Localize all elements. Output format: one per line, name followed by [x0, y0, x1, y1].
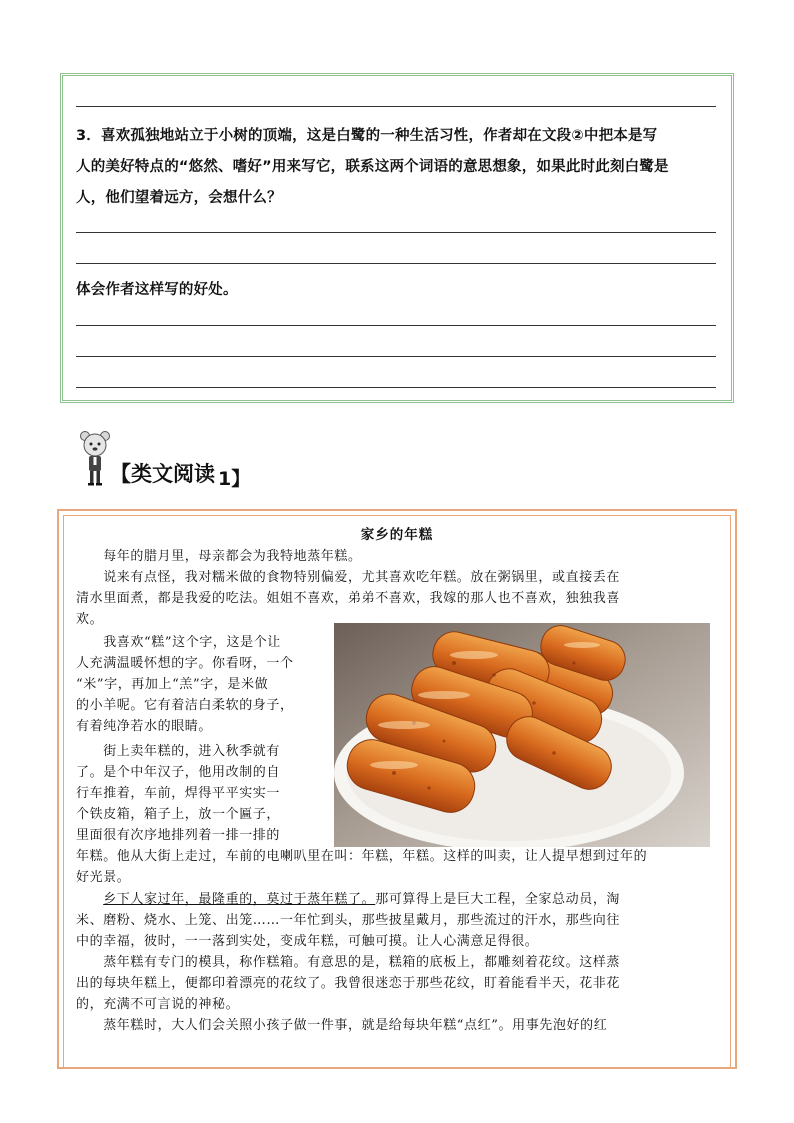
question-3-line-2: 人的美好特点的“悠然、嗜好”用来写它，联系这两个词语的意思想象，如果此时此刻白鹭是	[76, 159, 669, 175]
article-line	[76, 888, 718, 907]
question-3-line-1: 3．喜欢孤独地站立于小树的顶端，这是白鹭的一种生活习性，作者却在文段②中把本是写	[76, 128, 658, 144]
article-line: 的小羊呢。它有着洁白柔软的身子，	[76, 698, 294, 713]
section-title	[110, 458, 250, 488]
article-line: 米、磨粉、烧水、上笼、出笼……一年忙到头，那些披星戴月，那些流过的汗水，那些向往	[76, 913, 621, 928]
article-title: 家乡的年糕	[360, 527, 434, 543]
section-heading	[84, 430, 324, 490]
article-line: “米”字，再加上“羔”字，是米做	[76, 677, 269, 692]
article-line: 行车推着，车前，焊得平平实实一	[76, 786, 281, 801]
article-line-continued: 那可算得上是巨大工程，全家总动员，淘	[375, 892, 621, 907]
underlined-sentence: 乡下人家过年，最隆重的，莫过于蒸年糕了。	[103, 892, 376, 907]
question-3-line-3: 人，他们望着远方，会想什么？	[76, 190, 282, 206]
article-line: 我喜欢“糕”这个字，这是个让	[76, 635, 281, 650]
article-line: 街上卖年糕的，进入秋季就有	[76, 744, 281, 759]
article-line: 个铁皮箱，箱子上，放一个匾子，	[76, 807, 281, 822]
answer-line[interactable]	[76, 325, 716, 326]
article-line: 每年的腊月里，母亲都会为我特地蒸年糕。	[76, 549, 362, 564]
article-line: 蒸年糕有专门的模具，称作糕箱。有意思的是，糕箱的底板上，都雕刻着花纹。这样蒸	[76, 955, 621, 970]
article-line: 欢。	[76, 612, 104, 627]
article-line: 有着纯净若水的眼睛。	[76, 719, 213, 734]
answer-line[interactable]	[76, 356, 716, 357]
question-prompt: 体会作者这样写的好处。	[76, 282, 238, 298]
answer-line[interactable]	[76, 263, 716, 264]
article-line: 说来有点怪，我对糯米做的食物特别偏爱，尤其喜欢吃年糕。放在粥锅里，或直接丢在	[76, 570, 621, 585]
bear-mascot-icon	[78, 430, 112, 488]
article-line: 年糕。他从大街上走过，车前的电喇叭里在叫：年糕，年糕。这样的叫卖，让人提早想到过年的	[76, 849, 648, 864]
section-number: 1】	[218, 468, 251, 490]
article-line: 里面很有次序地排列着一排一排的	[76, 828, 281, 843]
article-line: 中的幸福，彼时，一一落到实处，变成年糕，可触可摸。让人心满意足得很。	[76, 934, 539, 949]
question-box	[60, 73, 734, 403]
answer-line[interactable]	[76, 232, 716, 233]
article-line: 的，充满不可言说的神秘。	[76, 997, 240, 1012]
answer-line[interactable]	[76, 387, 716, 388]
article-line: 出的每块年糕上，便都印着漂亮的花纹了。我曾很迷恋于那些花纹，盯着能看半天，花非花	[76, 976, 621, 991]
article-line: 蒸年糕时，大人们会关照小孩子做一件事，就是给每块年糕“点红”。用事先泡好的红	[76, 1018, 608, 1033]
rice-cake-photo	[334, 623, 710, 847]
article-line: 了。是个中年汉子，他用改制的自	[76, 765, 281, 780]
article-line: 好光景。	[76, 870, 131, 885]
article-line: 清水里面煮，都是我爱的吃法。姐姐不喜欢，弟弟不喜欢，我嫁的那人也不喜欢，独独我喜	[76, 591, 621, 606]
article-line: 人充满温暖怀想的字。你看呀，一个	[76, 656, 294, 671]
answer-line[interactable]	[76, 106, 716, 107]
section-title-text: 【类文阅读	[110, 462, 215, 486]
